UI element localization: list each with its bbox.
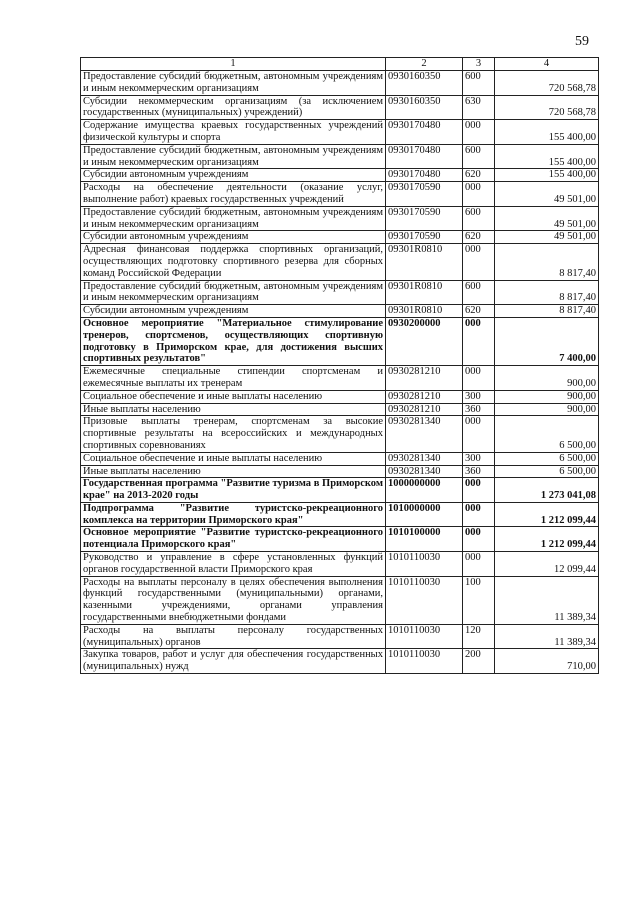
- row-sum-cell: 12 099,44: [495, 552, 599, 577]
- row-type-cell: 600: [463, 206, 495, 231]
- table-row: [81, 95, 599, 120]
- row-type-cell: 000: [463, 502, 495, 527]
- row-type-cell: 000: [463, 317, 495, 365]
- row-type-cell: 360: [463, 403, 495, 416]
- table-row: [81, 624, 599, 649]
- row-sum-cell: 49 501,00: [495, 206, 599, 231]
- budget-table-body: [81, 58, 599, 674]
- table-row: [81, 390, 599, 403]
- row-sum-cell: 6 500,00: [495, 465, 599, 478]
- row-type-cell: 000: [463, 527, 495, 552]
- row-code-cell: 1010110030: [386, 576, 463, 624]
- row-type-cell: 000: [463, 366, 495, 391]
- row-name-cell: Адресная финансовая поддержка спортивных организаций, осуществляющих подготовку спортивного резерва для сборных команд Российской Федерации: [81, 244, 386, 280]
- table-row: [81, 416, 599, 452]
- row-type-cell: 620: [463, 169, 495, 182]
- row-code-cell: 0930170480: [386, 120, 463, 145]
- row-name-cell: Предоставление субсидий бюджетным, автономным учреждениям и иным некоммерческим организациям: [81, 71, 386, 96]
- column-header-2: 2: [386, 58, 463, 71]
- row-type-cell: 600: [463, 280, 495, 305]
- row-sum-cell: 6 500,00: [495, 452, 599, 465]
- row-sum-cell: 155 400,00: [495, 120, 599, 145]
- row-code-cell: 1000000000: [386, 478, 463, 503]
- page-number: 59: [575, 34, 589, 49]
- row-type-cell: 100: [463, 576, 495, 624]
- row-sum-cell: 8 817,40: [495, 244, 599, 280]
- row-type-cell: 200: [463, 649, 495, 674]
- row-type-cell: 300: [463, 390, 495, 403]
- row-code-cell: 1010100000: [386, 527, 463, 552]
- row-type-cell: 000: [463, 182, 495, 207]
- row-name-cell: Субсидии автономным учреждениям: [81, 231, 386, 244]
- table-row: [81, 182, 599, 207]
- row-sum-cell: 900,00: [495, 403, 599, 416]
- row-name-cell: Расходы на выплаты персоналу государственных (муниципальных) органов: [81, 624, 386, 649]
- row-name-cell: Основное мероприятие "Развитие туристско-рекреационного потенциала Приморского края": [81, 527, 386, 552]
- row-name-cell: Ежемесячные специальные стипендии спортсменам и ежемесячные выплаты их тренерам: [81, 366, 386, 391]
- row-code-cell: 0930170590: [386, 182, 463, 207]
- row-name-cell: Социальное обеспечение и иные выплаты населению: [81, 452, 386, 465]
- table-row: [81, 144, 599, 169]
- table-row: [81, 478, 599, 503]
- row-name-cell: Субсидии автономным учреждениям: [81, 305, 386, 318]
- row-name-cell: Предоставление субсидий бюджетным, автономным учреждениям и иным некоммерческим организациям: [81, 206, 386, 231]
- table-header-row: [81, 58, 599, 71]
- row-code-cell: 0930170590: [386, 231, 463, 244]
- row-name-cell: Расходы на обеспечение деятельности (оказание услуг, выполнение работ) краевых государственных учреждений: [81, 182, 386, 207]
- table-row: [81, 502, 599, 527]
- row-sum-cell: 155 400,00: [495, 144, 599, 169]
- row-code-cell: 0930170480: [386, 144, 463, 169]
- column-header-4: 4: [495, 58, 599, 71]
- row-sum-cell: 720 568,78: [495, 71, 599, 96]
- row-type-cell: 630: [463, 95, 495, 120]
- row-code-cell: 1010110030: [386, 624, 463, 649]
- table-row: [81, 317, 599, 365]
- row-sum-cell: 1 212 099,44: [495, 502, 599, 527]
- row-type-cell: 600: [463, 144, 495, 169]
- row-code-cell: 0930281340: [386, 416, 463, 452]
- table-row: [81, 231, 599, 244]
- row-sum-cell: 11 389,34: [495, 576, 599, 624]
- row-name-cell: Субсидии некоммерческим организациям (за исключением государственных (муниципальных) учреждений): [81, 95, 386, 120]
- row-type-cell: 000: [463, 478, 495, 503]
- row-sum-cell: 7 400,00: [495, 317, 599, 365]
- row-sum-cell: 8 817,40: [495, 305, 599, 318]
- row-name-cell: Субсидии автономным учреждениям: [81, 169, 386, 182]
- row-type-cell: 600: [463, 71, 495, 96]
- row-name-cell: Государственная программа "Развитие туризма в Приморском крае" на 2013-2020 годы: [81, 478, 386, 503]
- row-name-cell: Иные выплаты населению: [81, 403, 386, 416]
- table-row: [81, 366, 599, 391]
- row-code-cell: 0930160350: [386, 95, 463, 120]
- row-code-cell: 0930281340: [386, 452, 463, 465]
- table-row: [81, 169, 599, 182]
- table-row: [81, 552, 599, 577]
- row-code-cell: 0930281210: [386, 403, 463, 416]
- table-row: [81, 305, 599, 318]
- row-type-cell: 000: [463, 416, 495, 452]
- row-sum-cell: 900,00: [495, 366, 599, 391]
- row-name-cell: Социальное обеспечение и иные выплаты населению: [81, 390, 386, 403]
- row-name-cell: Предоставление субсидий бюджетным, автономным учреждениям и иным некоммерческим организациям: [81, 280, 386, 305]
- column-header-1: 1: [81, 58, 386, 71]
- row-name-cell: Подпрограмма "Развитие туристско-рекреационного комплекса на территории Приморского края": [81, 502, 386, 527]
- row-code-cell: 09301R0810: [386, 305, 463, 318]
- row-name-cell: Иные выплаты населению: [81, 465, 386, 478]
- row-sum-cell: 49 501,00: [495, 182, 599, 207]
- row-type-cell: 120: [463, 624, 495, 649]
- row-code-cell: 0930170590: [386, 206, 463, 231]
- table-row: [81, 465, 599, 478]
- table-row: [81, 649, 599, 674]
- row-type-cell: 300: [463, 452, 495, 465]
- row-type-cell: 000: [463, 552, 495, 577]
- row-sum-cell: 1 273 041,08: [495, 478, 599, 503]
- row-type-cell: 360: [463, 465, 495, 478]
- row-code-cell: 1010000000: [386, 502, 463, 527]
- row-code-cell: 0930281210: [386, 366, 463, 391]
- row-name-cell: Предоставление субсидий бюджетным, автономным учреждениям и иным некоммерческим организациям: [81, 144, 386, 169]
- row-code-cell: 0930160350: [386, 71, 463, 96]
- row-name-cell: Закупка товаров, работ и услуг для обеспечения государственных (муниципальных) нужд: [81, 649, 386, 674]
- row-code-cell: 0930281340: [386, 465, 463, 478]
- row-type-cell: 620: [463, 231, 495, 244]
- row-code-cell: 1010110030: [386, 649, 463, 674]
- row-sum-cell: 8 817,40: [495, 280, 599, 305]
- row-name-cell: Содержание имущества краевых государственных учреждений физической культуры и спорта: [81, 120, 386, 145]
- budget-table: [80, 57, 599, 674]
- row-code-cell: 0930200000: [386, 317, 463, 365]
- row-sum-cell: 11 389,34: [495, 624, 599, 649]
- row-name-cell: Призовые выплаты тренерам, спортсменам за высокие спортивные результаты на всероссийских и международных спортивных соревнованиях: [81, 416, 386, 452]
- row-name-cell: Расходы на выплаты персоналу в целях обеспечения выполнения функций государственными (муниципальными) органами, казенными учреждениями, органами управления государственными внебюджетными фондами: [81, 576, 386, 624]
- table-row: [81, 576, 599, 624]
- column-header-3: 3: [463, 58, 495, 71]
- row-sum-cell: 720 568,78: [495, 95, 599, 120]
- table-row: [81, 120, 599, 145]
- row-code-cell: 09301R0810: [386, 244, 463, 280]
- row-sum-cell: 49 501,00: [495, 231, 599, 244]
- row-sum-cell: 900,00: [495, 390, 599, 403]
- row-sum-cell: 710,00: [495, 649, 599, 674]
- row-type-cell: 000: [463, 244, 495, 280]
- table-row: [81, 452, 599, 465]
- table-row: [81, 280, 599, 305]
- table-row: [81, 403, 599, 416]
- row-sum-cell: 6 500,00: [495, 416, 599, 452]
- table-row: [81, 206, 599, 231]
- row-type-cell: 000: [463, 120, 495, 145]
- row-code-cell: 09301R0810: [386, 280, 463, 305]
- table-row: [81, 71, 599, 96]
- row-code-cell: 0930281210: [386, 390, 463, 403]
- row-sum-cell: 155 400,00: [495, 169, 599, 182]
- row-sum-cell: 1 212 099,44: [495, 527, 599, 552]
- row-name-cell: Основное мероприятие "Материальное стимулирование тренеров, спортсменов, осуществляющих спортивную подготовку в Приморском крае, для достижения высших спортивных результатов": [81, 317, 386, 365]
- table-row: [81, 527, 599, 552]
- row-type-cell: 620: [463, 305, 495, 318]
- row-name-cell: Руководство и управление в сфере установленных функций органов государственной власти Приморского края: [81, 552, 386, 577]
- table-row: [81, 244, 599, 280]
- row-code-cell: 1010110030: [386, 552, 463, 577]
- row-code-cell: 0930170480: [386, 169, 463, 182]
